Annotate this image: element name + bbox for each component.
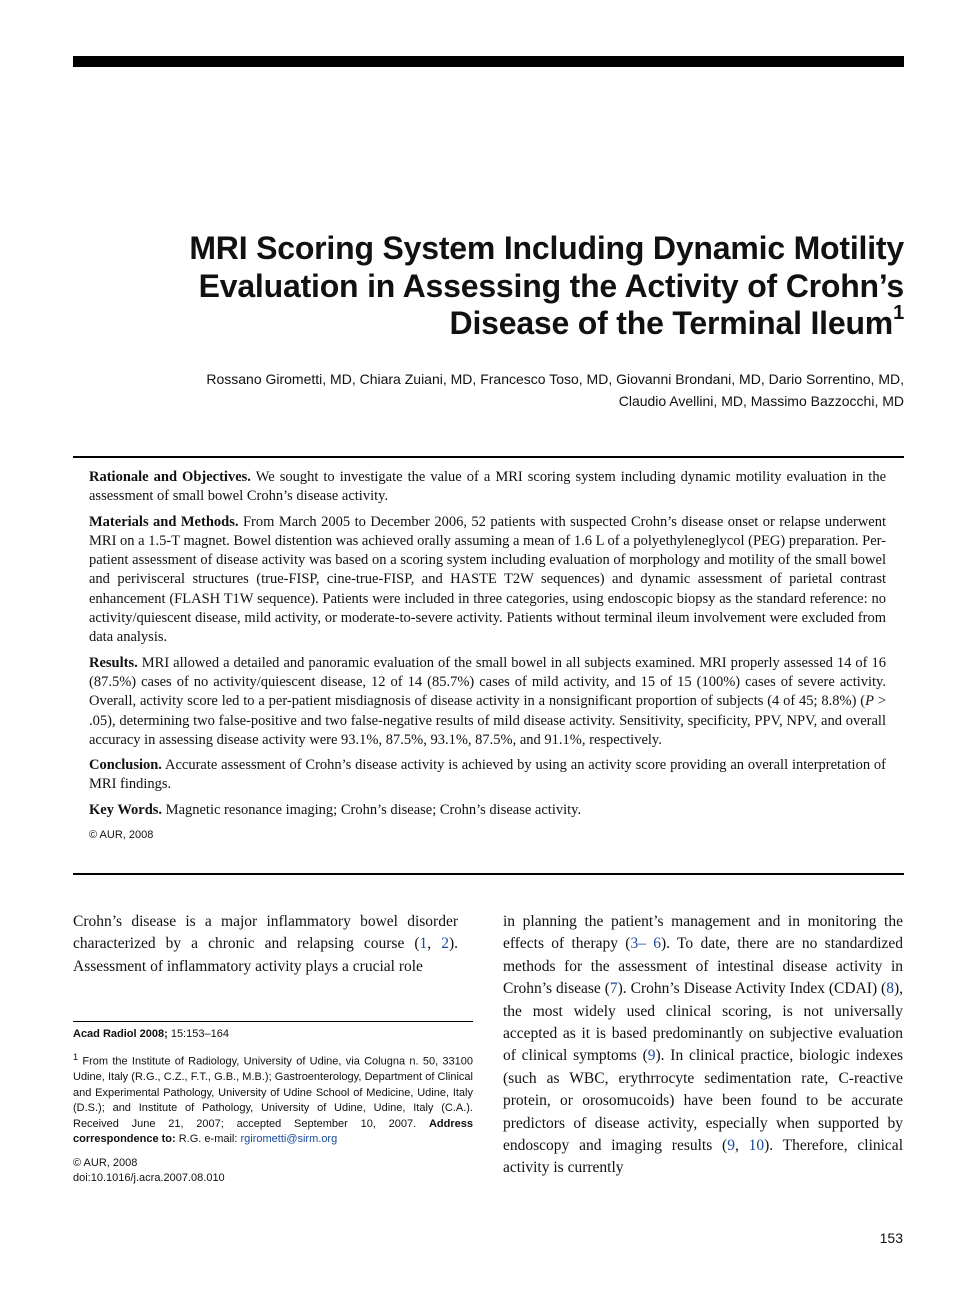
body-paragraph-left <box>73 911 458 978</box>
body-text: ). In clinical practice, biologic indexes (such as WBC, erythrrocyte sedimentation rate, C-reactive protein, or orosomucoids) have been found to be accurate predictors of disease activity, especially when supported by endoscopy and imaging results ( <box>503 1047 903 1155</box>
correspondence-text: R.G. e-mail: <box>175 1133 241 1146</box>
title-footnote-mark[interactable]: 1 <box>893 302 904 324</box>
abstract-top-rule <box>73 456 904 458</box>
affiliation-text: From the Institute of Radiology, University of Udine, via Colugna n. 50, 33100 Udine, Italy (R.G., C.Z., F.T., G.B., M.B.); Gastroenterology, Department of Clinical and Experimental Pathology, University of Udine School of Medicine, Udine, Italy (D.S.); and Institute of Pathology, University of Udine, Udine, Italy (C.A.). Received June 21, 2007; accepted September 10, 2007. <box>73 1056 473 1130</box>
body-text: ). Assessment of inflammatory activity plays a crucial role <box>73 935 459 975</box>
abstract-rationale-text: We sought to investigate the value of a MRI scoring system including dynamic motility evaluation in the assessment of small bowel Crohn’s disease activity. <box>89 469 887 505</box>
abstract-keywords-label: Key Words. <box>89 801 163 818</box>
body-paragraph-right <box>503 911 903 1180</box>
abstract-conclusion-label: Conclusion. <box>89 757 162 774</box>
footnote-copyright: © AUR, 2008 <box>73 1156 138 1169</box>
authors-line-2: Claudio Avellini, MD, Massimo Bazzocchi, MD <box>618 393 904 409</box>
citation-link[interactable]: 9 <box>727 1137 735 1155</box>
header-bar <box>73 56 904 67</box>
article-title <box>120 230 904 343</box>
journal-name: Acad Radiol 2008; <box>73 1028 168 1040</box>
citation-link[interactable]: 10 <box>748 1137 765 1155</box>
authors-line-1: Rossano Girometti, MD, Chiara Zuiani, MD, Francesco Toso, MD, Giovanni Brondani, MD, Dario Sorrentino, MD, <box>206 371 904 387</box>
affiliation-footnote <box>73 1050 473 1147</box>
body-text: ), the most widely used clinical scoring, is not universally accepted as it is based predominantly on subjective evaluation of clinical symptoms ( <box>503 980 903 1065</box>
body-column-right <box>503 911 903 1180</box>
abstract-rationale <box>89 468 886 507</box>
abstract-results-text-2: > .05), determining two false-positive and two false-negative results of mild disease activity. Sensitivity, specificity, PPV, NPV, and overall accuracy in assessing disease activity were 93.1%, 87.5%, 93.1%, 87.5%, and 91.1%, respectively. <box>89 693 887 748</box>
citation-link[interactable]: 1 <box>419 935 428 953</box>
doi[interactable]: doi:10.1016/j.acra.2007.08.010 <box>73 1171 225 1184</box>
abstract-keywords <box>89 801 886 820</box>
abstract-keywords-text: Magnetic resonance imaging; Crohn’s disease; Crohn’s disease activity. <box>165 801 582 818</box>
abstract <box>89 468 886 851</box>
p-value-symbol: P <box>865 693 874 710</box>
footnote-rule <box>73 1021 473 1022</box>
abstract-methods-label: Materials and Methods. <box>89 513 239 530</box>
page-number: 153 <box>879 1230 903 1246</box>
journal-citation <box>73 1027 473 1042</box>
body-text: ). To date, there are no standardized methods for the assessment of intestinal disease activity in Crohn’s disease ( <box>503 935 904 998</box>
citation-link[interactable]: 7 <box>609 980 618 998</box>
abstract-results-label: Results. <box>89 654 138 671</box>
abstract-conclusion <box>89 756 886 795</box>
affiliation-mark: 1 <box>73 1052 79 1063</box>
abstract-results-text-1: MRI allowed a detailed and panoramic evaluation of the small bowel in all subjects examined. MRI properly assessed 14 of 16 (87.5%) cases of no activity/quiescent disease, 12 of 14 (85.7%) cases of mild activity, and 15 of 15 (100%) cases of severe activity. Overall, activity score led to a per-patient misdiagnosis of disease activity in a nonsignificant proportion of subjects (4 of 45; 8.8%) ( <box>89 654 887 710</box>
abstract-copyright: © AUR, 2008 <box>89 829 154 842</box>
email-link[interactable]: rgirometti@sirm.org <box>240 1133 338 1146</box>
body-text: , <box>427 935 442 953</box>
citation-link[interactable]: 9 <box>647 1047 656 1065</box>
correspondence-label: Address correspondence to: <box>73 1117 473 1146</box>
journal-pages: 15:153–164 <box>167 1028 229 1040</box>
footnote-area <box>73 1027 473 1186</box>
citation-link[interactable]: 2 <box>441 935 449 953</box>
article-title-text: MRI Scoring System Including Dynamic Motility Evaluation in Assessing the Activity of Crohn’s Disease of the Terminal Ileum <box>189 230 904 341</box>
body-text: Crohn’s disease is a major inflammatory bowel disorder characterized by a chronic and relapsing course ( <box>73 913 458 953</box>
abstract-rationale-label: Rationale and Objectives. <box>89 469 251 485</box>
body-text: in planning the patient’s management and in monitoring the effects of therapy ( <box>503 913 903 953</box>
abstract-conclusion-text: Accurate assessment of Crohn’s disease activity is achieved by using an activity score providing an overall interpretation of MRI findings. <box>89 757 887 793</box>
body-column-left <box>73 911 458 978</box>
author-list <box>120 368 904 412</box>
abstract-bottom-rule <box>73 873 904 875</box>
citation-link[interactable]: 3– 6 <box>630 935 661 953</box>
abstract-methods <box>89 513 886 648</box>
body-text: ). Crohn’s Disease Activity Index (CDAI) ( <box>617 980 887 998</box>
abstract-methods-text: From March 2005 to December 2006, 52 patients with suspected Crohn’s disease onset or relapse underwent MRI on a 1.5-T magnet. Bowel distention was achieved orally assuming a mean of 1.6 L of a polyethyleneglycol (PEG) preparation. Per-patient assessment of disease activity was based on a scoring system including evaluation of morphology and motility of the small bowel and perivisceral structures (true-FISP, cine-true-FISP, and HASTE T2W sequences) and dynamic assessment of parietal contrast enhancement (FLASH T1W sequence). Patients were included in three categories, using endoscopic biopsy as the standard reference: no activity/quiescent disease, mild activity, or moderate-to-severe activity. Patients without terminal ileum involvement were excluded from data analysis. <box>89 513 887 646</box>
body-text: ). Therefore, clinical activity is currently <box>503 1137 903 1177</box>
citation-link[interactable]: 8 <box>886 980 894 998</box>
body-text: , <box>734 1137 749 1155</box>
abstract-results <box>89 654 886 750</box>
